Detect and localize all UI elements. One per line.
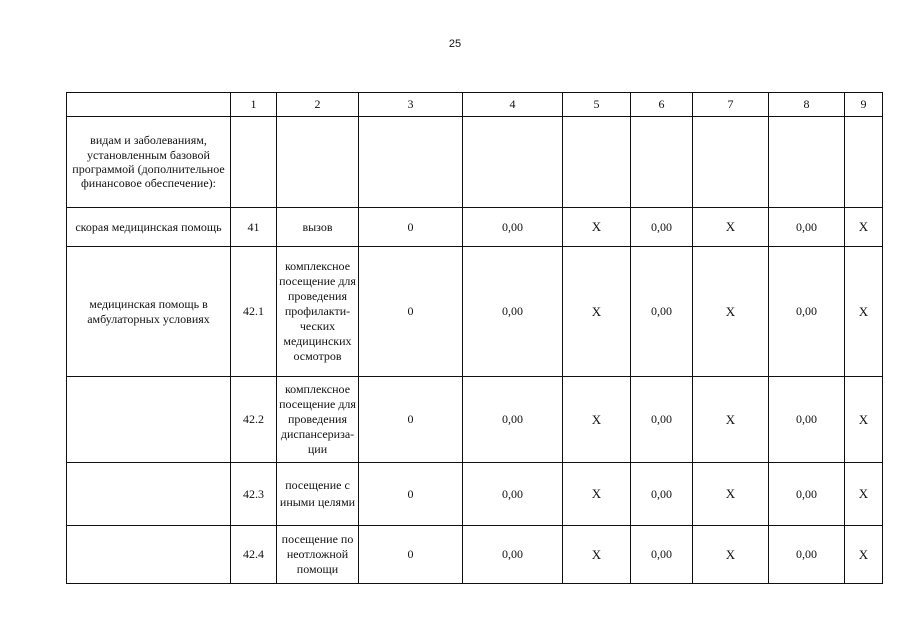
table-cell: 0,00 xyxy=(631,377,693,463)
table-cell: 0,00 xyxy=(463,377,563,463)
header-row xyxy=(67,93,883,117)
row-name: видам и заболеваниям, установленным базовой программой (дополнительное финансовое обеспечение): xyxy=(67,117,231,208)
table-cell xyxy=(631,117,693,208)
table-cell xyxy=(693,117,769,208)
column-header: 7 xyxy=(693,93,769,117)
table-row xyxy=(67,463,883,526)
page-number: 25 xyxy=(448,38,462,50)
column-header: 2 xyxy=(277,93,359,117)
table-cell: 0,00 xyxy=(631,247,693,377)
x-mark: X xyxy=(563,208,631,247)
column-header: 9 xyxy=(845,93,883,117)
row-name xyxy=(67,526,231,584)
unit-cell: комплексное посещение для проведения профилакти-ческих медицинских осмотров xyxy=(277,247,359,377)
table-cell xyxy=(845,117,883,208)
table-cell xyxy=(359,117,463,208)
table-cell: 0,00 xyxy=(463,208,563,247)
x-mark: X xyxy=(845,526,883,584)
x-mark: X xyxy=(693,208,769,247)
table-cell: 0 xyxy=(359,208,463,247)
x-mark: X xyxy=(845,463,883,526)
table-cell: 0,00 xyxy=(463,463,563,526)
table-row xyxy=(67,526,883,584)
table-cell: 0,00 xyxy=(463,526,563,584)
column-header: 4 xyxy=(463,93,563,117)
column-header: 1 xyxy=(231,93,277,117)
row-number: 42.3 xyxy=(231,463,277,526)
table-row xyxy=(67,377,883,463)
table-cell: 0,00 xyxy=(769,208,845,247)
table-cell xyxy=(463,117,563,208)
column-header: 8 xyxy=(769,93,845,117)
table-cell: 0 xyxy=(359,377,463,463)
table-cell: 0,00 xyxy=(769,463,845,526)
table-cell xyxy=(231,117,277,208)
x-mark: X xyxy=(693,526,769,584)
table-row xyxy=(67,247,883,377)
table-cell: 0,00 xyxy=(769,247,845,377)
x-mark: X xyxy=(563,247,631,377)
x-mark: X xyxy=(563,526,631,584)
table-cell: 0 xyxy=(359,463,463,526)
row-number: 42.4 xyxy=(231,526,277,584)
row-name xyxy=(67,377,231,463)
unit-cell: комплексное посещение для проведения диспансериза-ции xyxy=(277,377,359,463)
unit-cell: вызов xyxy=(277,208,359,247)
unit-cell: посещение по неотложной помощи xyxy=(277,526,359,584)
x-mark: X xyxy=(563,463,631,526)
x-mark: X xyxy=(845,377,883,463)
table-cell: 0,00 xyxy=(631,463,693,526)
row-number: 41 xyxy=(231,208,277,247)
table-cell: 0,00 xyxy=(631,526,693,584)
x-mark: X xyxy=(693,377,769,463)
x-mark: X xyxy=(693,247,769,377)
table-cell: 0 xyxy=(359,247,463,377)
row-name xyxy=(67,463,231,526)
table-row xyxy=(67,208,883,247)
row-number: 42.2 xyxy=(231,377,277,463)
x-mark: X xyxy=(563,377,631,463)
unit-cell: посещение с иными целями xyxy=(277,463,359,526)
x-mark: X xyxy=(845,208,883,247)
table-cell: 0,00 xyxy=(769,377,845,463)
table-cell xyxy=(563,117,631,208)
column-header: 5 xyxy=(563,93,631,117)
column-header: 6 xyxy=(631,93,693,117)
row-number: 42.1 xyxy=(231,247,277,377)
x-mark: X xyxy=(693,463,769,526)
table-cell: 0,00 xyxy=(631,208,693,247)
table-cell: 0 xyxy=(359,526,463,584)
row-name: медицинская помощь в амбулаторных условиях xyxy=(67,247,231,377)
table-row xyxy=(67,117,883,208)
row-name: скорая медицинская помощь xyxy=(67,208,231,247)
table-cell: 0,00 xyxy=(463,247,563,377)
x-mark: X xyxy=(845,247,883,377)
table-cell: 0,00 xyxy=(769,526,845,584)
column-header: 3 xyxy=(359,93,463,117)
table-cell xyxy=(769,117,845,208)
column-header xyxy=(67,93,231,117)
table-cell xyxy=(277,117,359,208)
data-table xyxy=(66,92,883,584)
